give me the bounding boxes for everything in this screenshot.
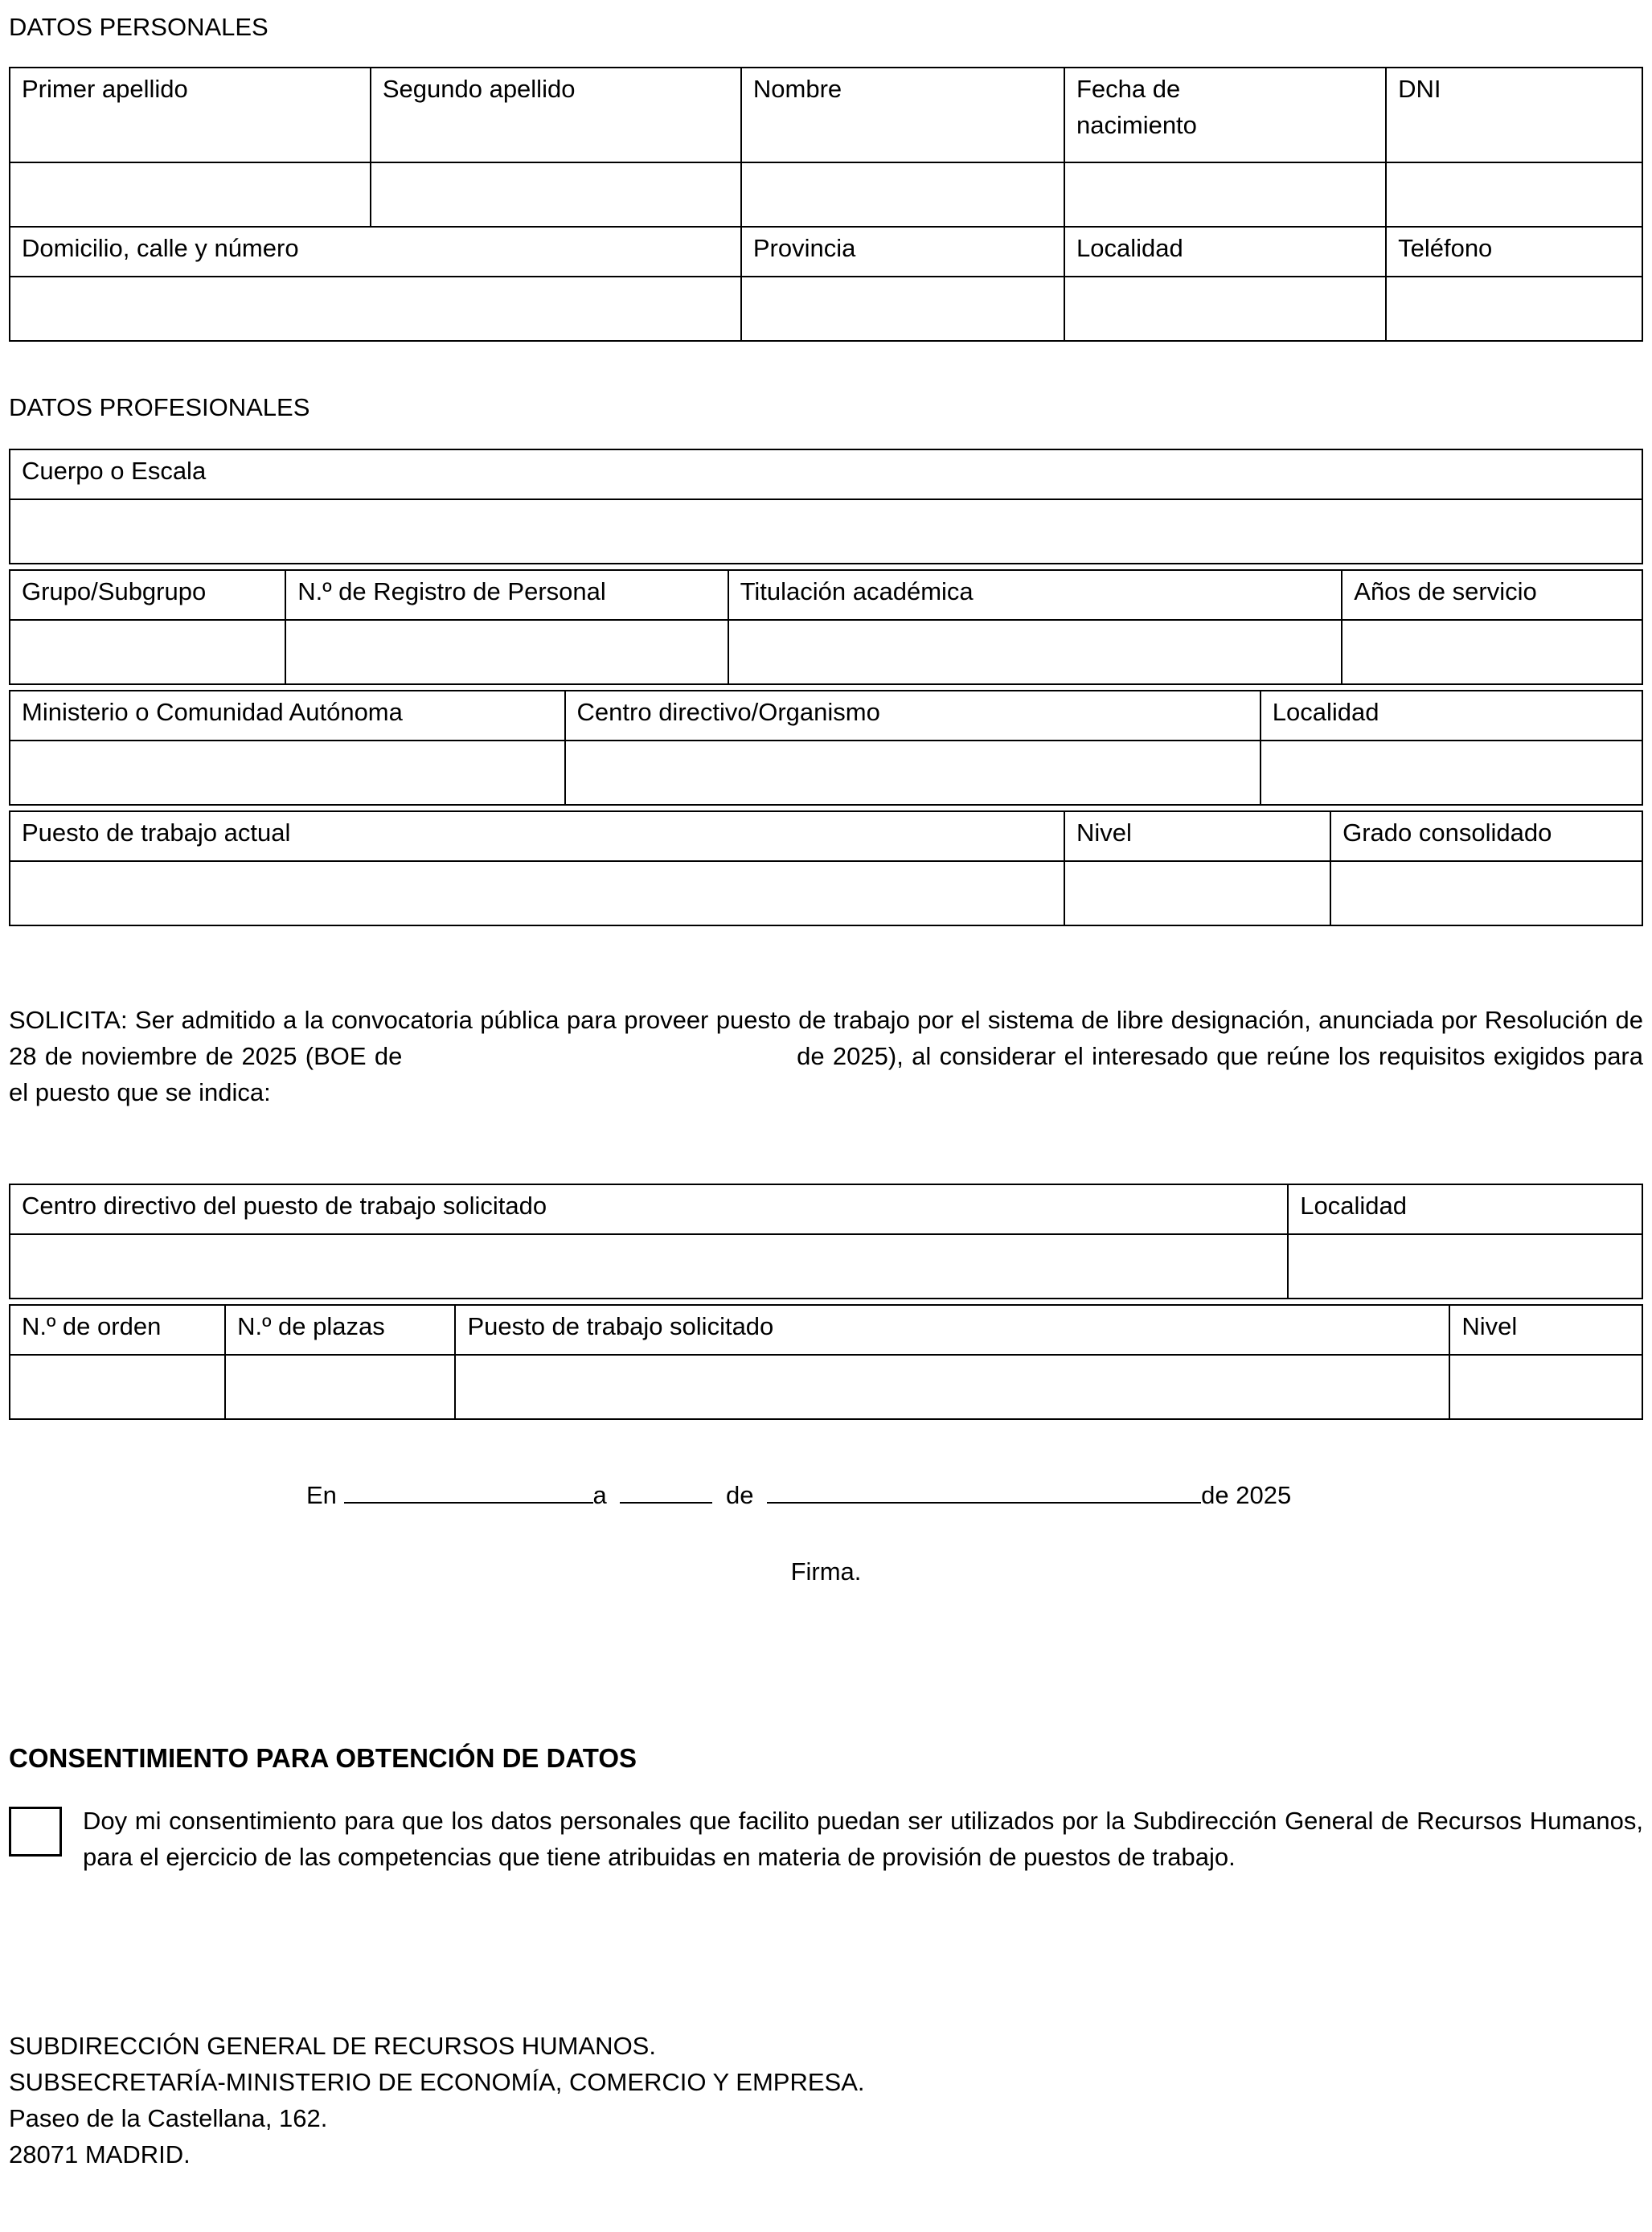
column-header-nivel-solicitado: Nivel <box>1449 1305 1642 1355</box>
consent-row <box>9 1803 1643 1876</box>
date-line <box>9 1478 1643 1514</box>
solicita-text-before: SOLICITA: Ser admitido a la convocatoria pública para proveer puesto de trabajo por el sistema de libre designación, anunciada por Resolución de 28 de noviembre de 2025 (BOE de <box>9 1005 1643 1070</box>
telefono-field[interactable] <box>1386 277 1642 341</box>
footer-line-subdireccion: SUBDIRECCIÓN GENERAL DE RECURSOS HUMANOS. <box>9 2032 656 2061</box>
column-header-domicilio: Domicilio, calle y número <box>10 227 741 277</box>
registro-personal-field[interactable] <box>285 620 728 684</box>
date-de-label: de <box>726 1480 754 1509</box>
personal-data-table <box>9 67 1643 342</box>
num-orden-field[interactable] <box>10 1355 225 1419</box>
column-header-nombre: Nombre <box>741 68 1064 162</box>
puesto-actual-field[interactable] <box>10 861 1064 925</box>
grupo-subgrupo-field[interactable] <box>10 620 285 684</box>
column-header-num-orden: N.º de orden <box>10 1305 225 1355</box>
nombre-field[interactable] <box>741 162 1064 227</box>
column-header-puesto-solicitado: Puesto de trabajo solicitado <box>455 1305 1449 1355</box>
ministerio-table <box>9 690 1643 806</box>
grado-consolidado-field[interactable] <box>1330 861 1642 925</box>
localidad-organismo-field[interactable] <box>1261 741 1642 805</box>
localidad-solicitada-field[interactable] <box>1288 1234 1642 1299</box>
column-header-localidad-solicitada: Localidad <box>1288 1184 1642 1234</box>
column-header-segundo-apellido: Segundo apellido <box>371 68 741 162</box>
footer-line-street: Paseo de la Castellana, 162. <box>9 2104 328 2133</box>
column-header-anos-servicio: Años de servicio <box>1342 570 1642 620</box>
column-header-provincia: Provincia <box>741 227 1064 277</box>
column-header-primer-apellido: Primer apellido <box>10 68 371 162</box>
column-header-titulacion: Titulación académica <box>728 570 1343 620</box>
puesto-solicitado-field[interactable] <box>455 1355 1449 1419</box>
consent-text: Doy mi consentimiento para que los datos personales que facilito puedan ser utilizados por la Subdirección General de Recursos Humanos, para el ejercicio de las competencias que tiene atribuidas en materia de provisión de puestos de trabajo. <box>83 1807 1643 1872</box>
column-header-cuerpo-escala: Cuerpo o Escala <box>10 449 1642 499</box>
column-header-centro-directivo: Centro directivo/Organismo <box>565 691 1261 741</box>
consent-section-title: CONSENTIMIENTO PARA OBTENCIÓN DE DATOS <box>9 1742 637 1773</box>
date-year-label: de 2025 <box>1201 1480 1292 1509</box>
centro-directivo-field[interactable] <box>565 741 1261 805</box>
domicilio-field[interactable] <box>10 277 741 341</box>
num-plazas-field[interactable] <box>225 1355 455 1419</box>
column-header-localidad-organismo: Localidad <box>1261 691 1642 741</box>
city-blank[interactable] <box>344 1502 593 1504</box>
segundo-apellido-field[interactable] <box>371 162 741 227</box>
provincia-field[interactable] <box>741 277 1064 341</box>
centro-solicitado-field[interactable] <box>10 1234 1288 1299</box>
column-header-telefono: Teléfono <box>1386 227 1642 277</box>
solicita-paragraph <box>9 1003 1643 1111</box>
date-en-label: En <box>306 1480 337 1509</box>
month-blank[interactable] <box>767 1502 1201 1504</box>
footer-address-block <box>9 2029 1643 2173</box>
solicita-text-after: de 2025), al considerar el interesado que reúne los requisitos exigidos para el puesto que se indica: <box>9 1041 1643 1106</box>
footer-line-subsecretaria: SUBSECRETARÍA-MINISTERIO DE ECONOMÍA, COMERCIO Y EMPRESA. <box>9 2068 865 2097</box>
column-header-localidad: Localidad <box>1064 227 1386 277</box>
column-header-grupo-subgrupo: Grupo/Subgrupo <box>10 570 285 620</box>
column-header-grado-consolidado: Grado consolidado <box>1330 811 1642 861</box>
nivel-solicitado-field[interactable] <box>1449 1355 1642 1419</box>
consent-checkbox[interactable] <box>9 1807 62 1857</box>
titulacion-field[interactable] <box>728 620 1343 684</box>
column-header-centro-solicitado: Centro directivo del puesto de trabajo solicitado <box>10 1184 1288 1234</box>
column-header-nivel: Nivel <box>1064 811 1330 861</box>
cuerpo-escala-table <box>9 449 1643 564</box>
column-header-fecha-nacimiento-label: Fecha de nacimiento <box>1076 74 1197 139</box>
fecha-nacimiento-field[interactable] <box>1064 162 1386 227</box>
column-header-registro-personal: N.º de Registro de Personal <box>285 570 728 620</box>
puesto-solicitado-table <box>9 1304 1643 1420</box>
grupo-registro-table <box>9 569 1643 685</box>
localidad-field[interactable] <box>1064 277 1386 341</box>
column-header-ministerio: Ministerio o Comunidad Autónoma <box>10 691 565 741</box>
firma-label: Firma. <box>790 1557 862 1586</box>
ministerio-field[interactable] <box>10 741 565 805</box>
column-header-num-plazas: N.º de plazas <box>225 1305 455 1355</box>
primer-apellido-field[interactable] <box>10 162 371 227</box>
section-title-datos-personales: DATOS PERSONALES <box>9 13 269 41</box>
day-blank[interactable] <box>620 1502 712 1504</box>
puesto-actual-table <box>9 810 1643 926</box>
column-header-puesto-actual: Puesto de trabajo actual <box>10 811 1064 861</box>
section-title-datos-profesionales: DATOS PROFESIONALES <box>9 392 310 421</box>
nivel-field[interactable] <box>1064 861 1330 925</box>
footer-line-city: 28071 MADRID. <box>9 2140 191 2169</box>
anos-servicio-field[interactable] <box>1342 620 1642 684</box>
cuerpo-escala-field[interactable] <box>10 499 1642 564</box>
column-header-dni: DNI <box>1386 68 1642 162</box>
column-header-fecha-nacimiento <box>1064 68 1386 162</box>
dni-field[interactable] <box>1386 162 1642 227</box>
centro-solicitado-table <box>9 1184 1643 1299</box>
date-a-label: a <box>592 1480 607 1509</box>
